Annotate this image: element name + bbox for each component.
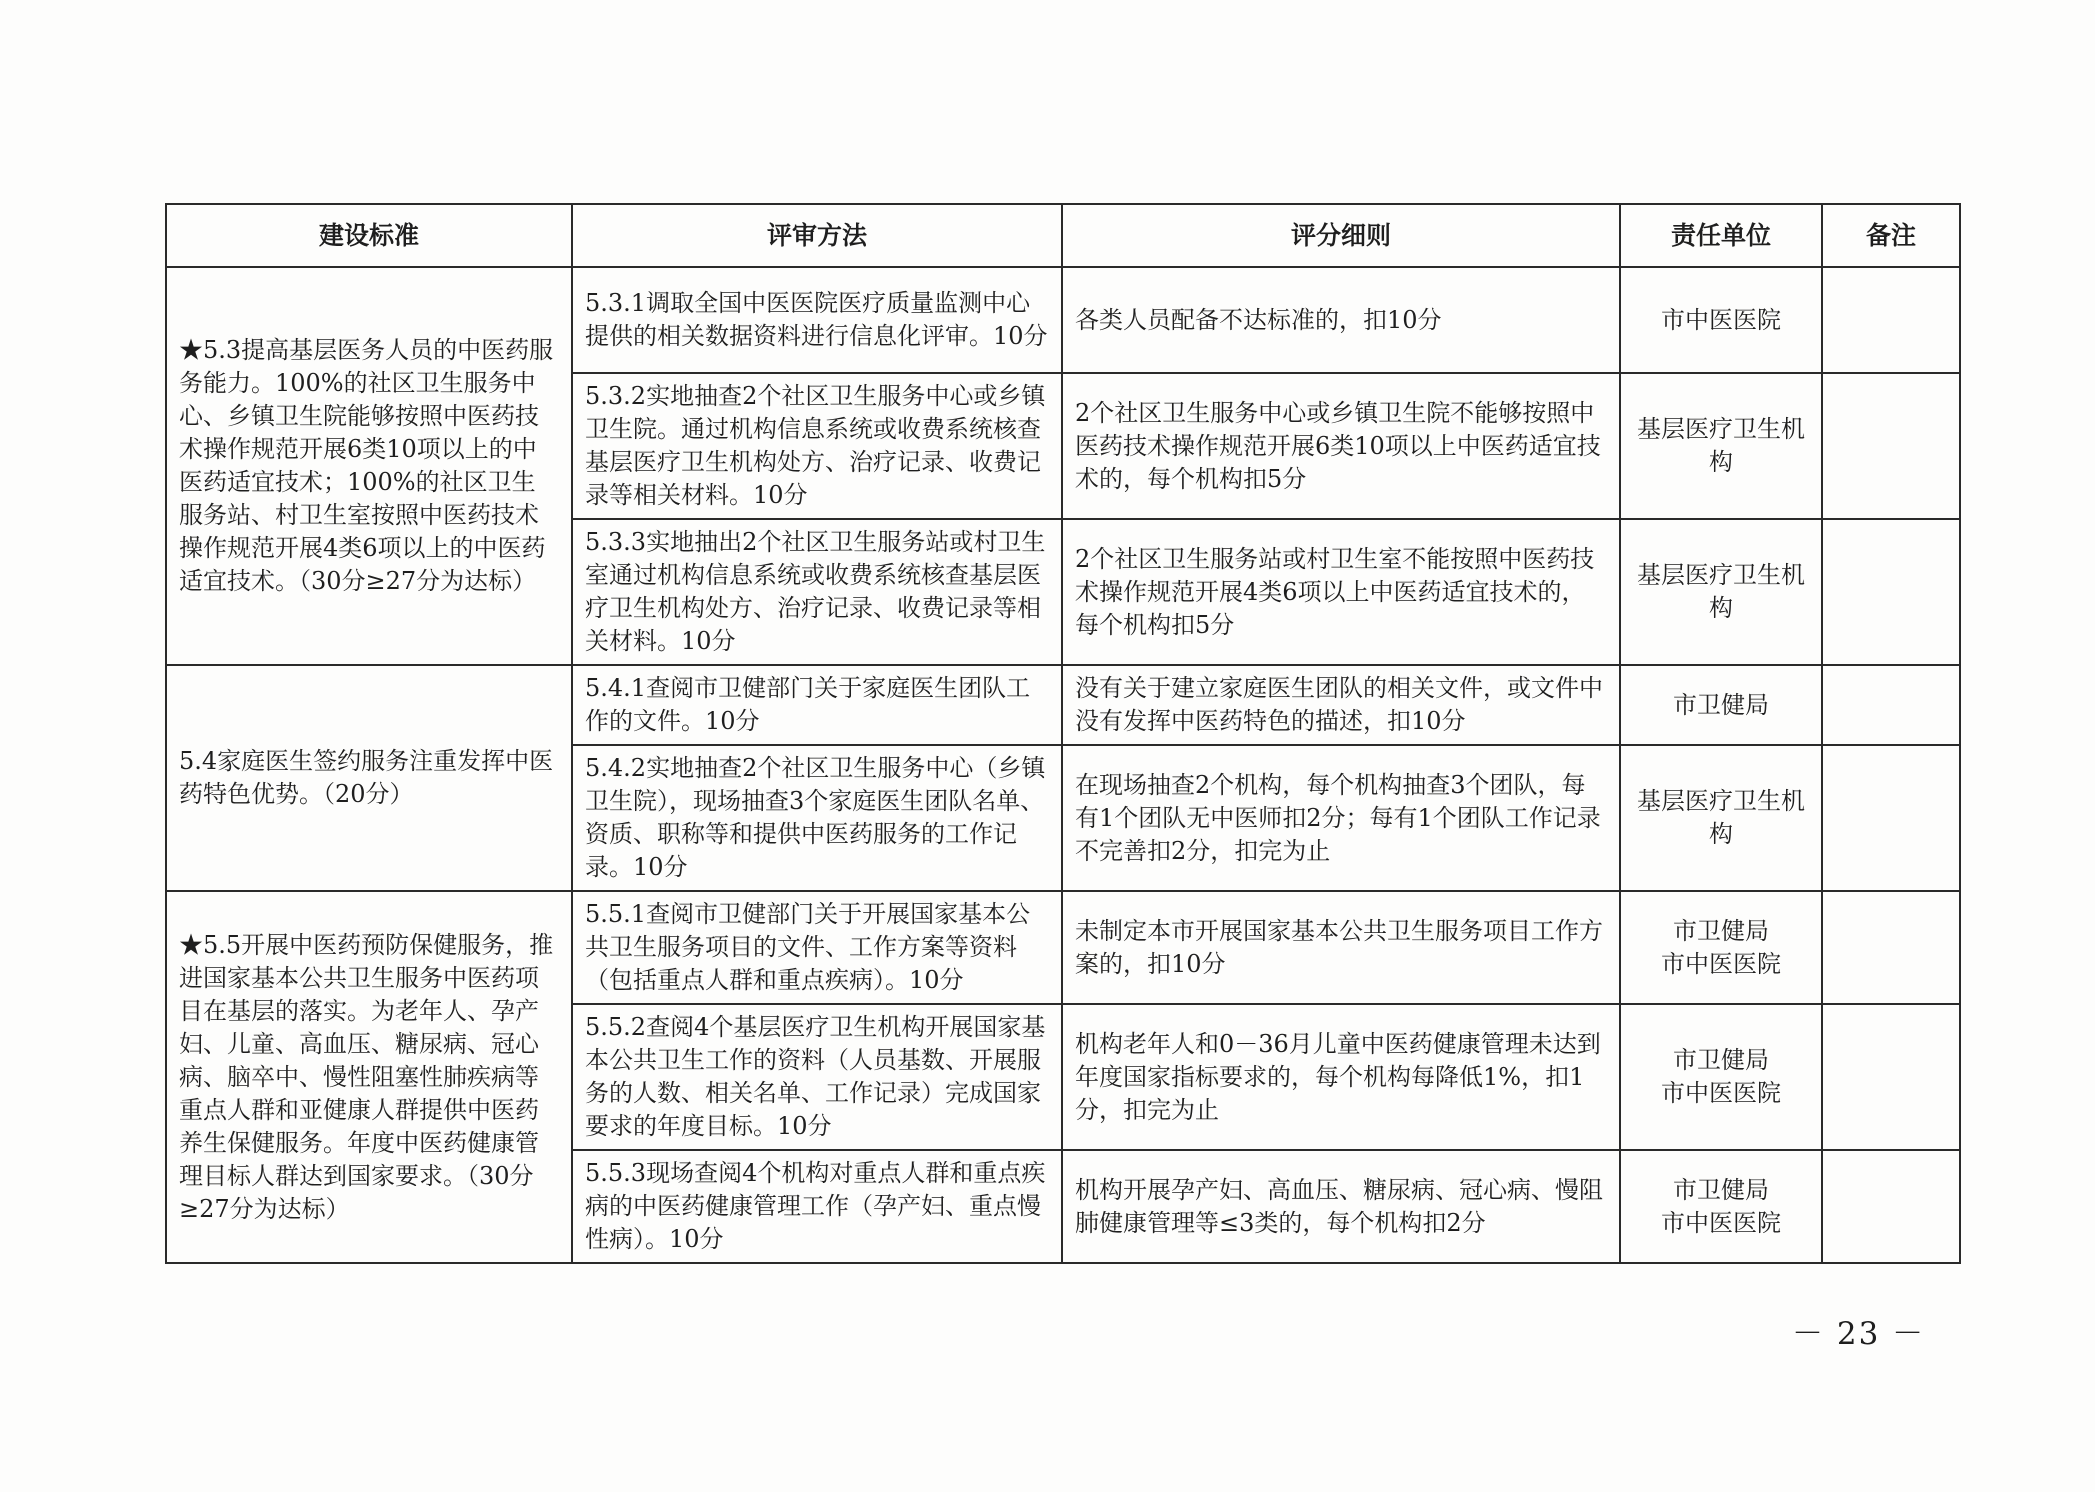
remark-cell: [1822, 891, 1960, 1004]
responsible-unit-cell: 基层医疗卫生机构: [1620, 745, 1822, 891]
remark-cell: [1822, 745, 1960, 891]
responsible-unit-cell: 市卫健局 市中医医院: [1620, 1004, 1822, 1150]
standard-cell: ★5.5开展中医药预防保健服务，推进国家基本公共卫生服务中医药项目在基层的落实。为老年人、孕产妇、儿童、高血压、糖尿病、冠心病、脑卒中、慢性阻塞性肺疾病等重点人群和亚健康人群提供中医药养生保健服务。年度中医药健康管理目标人群达到国家要求。（30分≥27分为达标）: [166, 891, 572, 1263]
standard-cell: ★5.3提高基层医务人员的中医药服务能力。100%的社区卫生服务中心、乡镇卫生院能够按照中医药技术操作规范开展6类10项以上的中医药适宜技术；100%的社区卫生服务站、村卫生室按照中医药技术操作规范开展4类6项以上的中医药适宜技术。（30分≥27分为达标）: [166, 267, 572, 665]
criteria-cell: 没有关于建立家庭医生团队的相关文件，或文件中没有发挥中医药特色的描述，扣10分: [1062, 665, 1620, 745]
method-cell: 5.3.3实地抽出2个社区卫生服务站或村卫生室通过机构信息系统或收费系统核查基层医疗卫生机构处方、治疗记录、收费记录等相关材料。10分: [572, 519, 1062, 665]
header-method: 评审方法: [572, 204, 1062, 267]
responsible-unit-cell: 市卫健局 市中医医院: [1620, 1150, 1822, 1263]
criteria-cell: 机构开展孕产妇、高血压、糖尿病、冠心病、慢阻肺健康管理等≤3类的，每个机构扣2分: [1062, 1150, 1620, 1263]
criteria-cell: 2个社区卫生服务中心或乡镇卫生院不能够按照中医药技术操作规范开展6类10项以上中医药适宜技术的，每个机构扣5分: [1062, 373, 1620, 519]
method-cell: 5.4.2实地抽查2个社区卫生服务中心（乡镇卫生院），现场抽查3个家庭医生团队名单、资质、职称等和提供中医药服务的工作记录。10分: [572, 745, 1062, 891]
criteria-cell: 未制定本市开展国家基本公共卫生服务项目工作方案的，扣10分: [1062, 891, 1620, 1004]
table-row: [166, 665, 1960, 745]
header-standard: 建设标准: [166, 204, 572, 267]
table-header-row: [166, 204, 1960, 267]
remark-cell: [1822, 519, 1960, 665]
header-criteria: 评分细则: [1062, 204, 1620, 267]
criteria-cell: 机构老年人和0－36月儿童中医药健康管理未达到年度国家指标要求的，每个机构每降低1%，扣1分，扣完为止: [1062, 1004, 1620, 1150]
criteria-cell: 各类人员配备不达标准的，扣10分: [1062, 267, 1620, 373]
remark-cell: [1822, 665, 1960, 745]
header-remarks: 备注: [1822, 204, 1960, 267]
table-row: [166, 891, 1960, 1004]
responsible-unit-cell: 市卫健局: [1620, 665, 1822, 745]
remark-cell: [1822, 267, 1960, 373]
method-cell: 5.5.3现场查阅4个机构对重点人群和重点疾病的中医药健康管理工作（孕产妇、重点慢性病）。10分: [572, 1150, 1062, 1263]
page-number: － 23 －: [1792, 1316, 1926, 1352]
method-cell: 5.3.1调取全国中医医院医疗质量监测中心提供的相关数据资料进行信息化评审。10分: [572, 267, 1062, 373]
method-cell: 5.4.1查阅市卫健部门关于家庭医生团队工作的文件。10分: [572, 665, 1062, 745]
header-responsible-unit: 责任单位: [1620, 204, 1822, 267]
method-cell: 5.5.2查阅4个基层医疗卫生机构开展国家基本公共卫生工作的资料（人员基数、开展服务的人数、相关名单、工作记录）完成国家要求的年度目标。10分: [572, 1004, 1062, 1150]
responsible-unit-cell: 基层医疗卫生机构: [1620, 519, 1822, 665]
responsible-unit-cell: 市卫健局 市中医医院: [1620, 891, 1822, 1004]
standard-cell: 5.4家庭医生签约服务注重发挥中医药特色优势。（20分）: [166, 665, 572, 891]
method-cell: 5.5.1查阅市卫健部门关于开展国家基本公共卫生服务项目的文件、工作方案等资料（包括重点人群和重点疾病）。10分: [572, 891, 1062, 1004]
responsible-unit-cell: 基层医疗卫生机构: [1620, 373, 1822, 519]
remark-cell: [1822, 373, 1960, 519]
remark-cell: [1822, 1150, 1960, 1263]
remark-cell: [1822, 1004, 1960, 1150]
method-cell: 5.3.2实地抽查2个社区卫生服务中心或乡镇卫生院。通过机构信息系统或收费系统核查基层医疗卫生机构处方、治疗记录、收费记录等相关材料。10分: [572, 373, 1062, 519]
criteria-cell: 在现场抽查2个机构，每个机构抽查3个团队，每有1个团队无中医师扣2分；每有1个团队工作记录不完善扣2分，扣完为止: [1062, 745, 1620, 891]
criteria-cell: 2个社区卫生服务站或村卫生室不能按照中医药技术操作规范开展4类6项以上中医药适宜技术的，每个机构扣5分: [1062, 519, 1620, 665]
evaluation-standards-table: [165, 203, 1961, 1264]
table-row: [166, 267, 1960, 373]
responsible-unit-cell: 市中医医院: [1620, 267, 1822, 373]
